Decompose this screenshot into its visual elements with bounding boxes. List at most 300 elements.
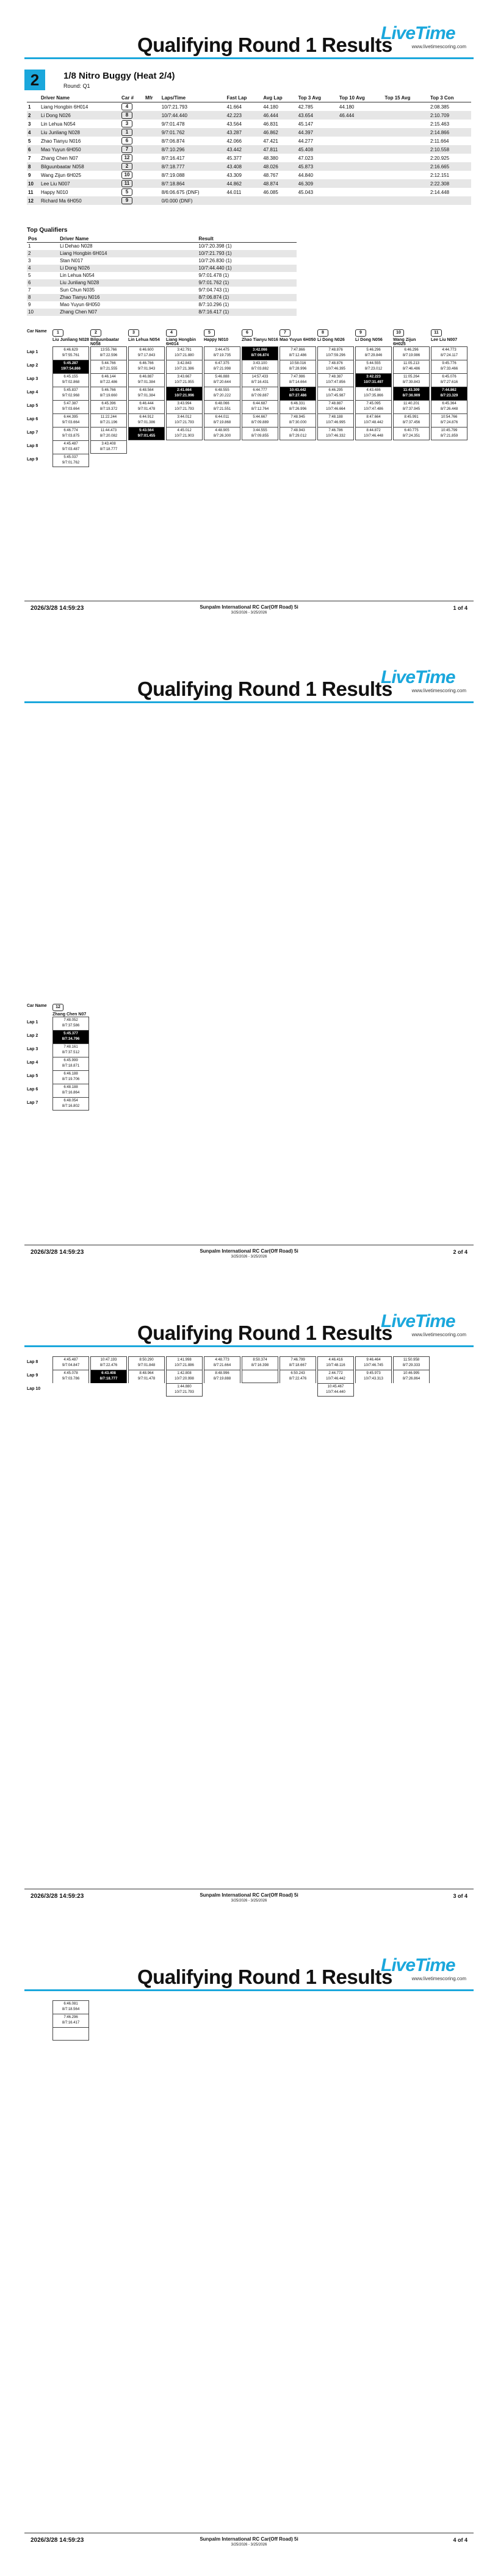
results-cell-avg: 46.831: [263, 121, 278, 127]
results-cell-laps: 0/0.000 (DNF): [161, 196, 226, 205]
lap-cell: [166, 1356, 203, 1370]
lap-time: 7:46.786: [328, 429, 343, 432]
table-row: [27, 179, 471, 188]
top-qualifiers-header-row: [27, 235, 297, 243]
lap-total: 10/7:46.745: [364, 1364, 383, 1367]
results-cell-laps: 8/7:18.864: [161, 179, 226, 188]
results-cell-t3c: 2:12.151: [430, 172, 450, 178]
table-row: [27, 102, 471, 112]
livetime-logo: [381, 23, 472, 54]
results-cell-name: Wang Zijun 6H025: [40, 172, 81, 178]
lap-cell-empty: [431, 440, 467, 454]
lap-cell: [52, 400, 89, 413]
table-row: [27, 279, 297, 287]
heat-number-badge: 2: [24, 70, 45, 90]
tq-cell-name: Li Dehao N028: [60, 243, 93, 249]
lap-cell-empty: [52, 1383, 89, 1397]
lap-total: 9/7:03.875: [62, 434, 80, 438]
logo-website: www.livetimescoring.com: [411, 1976, 466, 1981]
lap-total: 9/7:01.478: [137, 407, 156, 411]
results-cell-name: Bilguunbaatar N058: [40, 162, 120, 171]
lap-total: 10/7:46.442: [326, 1377, 345, 1381]
lap-time: 7:48.876: [328, 348, 343, 352]
lap-time: 6:44.777: [253, 388, 267, 392]
lap-total: 10/7:20.998: [175, 1377, 194, 1381]
lap-cell: [128, 1356, 165, 1370]
results-cell-t3: 45.043: [298, 189, 314, 195]
lap-time: 6:46.774: [63, 429, 78, 432]
lap-chart-corner: Car Name: [27, 329, 47, 334]
lap-time: 5:46.296: [366, 348, 381, 352]
lap-cell: [280, 346, 316, 360]
lap-row: [27, 346, 469, 360]
lap-total: 8/7:22.476: [289, 1377, 307, 1381]
lap-chart-col-header: [52, 329, 90, 346]
lap-cell: [355, 360, 392, 373]
car-number-badge: 8: [317, 329, 328, 337]
lap-total: 9/7:01.455: [137, 434, 156, 438]
lap-time: 7:47.986: [290, 375, 305, 379]
results-cell-laps: 9/7:01.478: [161, 121, 185, 127]
lap-total: 8/7:16.417: [62, 2021, 80, 2025]
page-4: [0, 1932, 498, 2576]
lap-time: 7:48.387: [328, 375, 343, 379]
driver-name: Liu Junliang N028: [52, 338, 89, 342]
results-cell-t10: 46.444: [338, 111, 384, 120]
driver-name: Li Dong N026: [317, 338, 345, 342]
tq-cell-name: Lin Lehua N054: [60, 273, 95, 278]
lap-cell: [204, 400, 240, 413]
tq-cell-result: 9/7:01.478 (1): [198, 273, 229, 278]
car-number-badge: 6: [242, 329, 253, 337]
logo-text: LiveTime: [381, 1311, 455, 1331]
footer-event: Sunpalm International RC Car(Off Road) 5i: [200, 2536, 298, 2542]
lap-total: 8/7:18.564: [62, 2008, 80, 2011]
car-number-badge: 9: [121, 197, 132, 204]
lap-cell-empty: [128, 1383, 165, 1397]
lap-cell: [280, 427, 316, 440]
results-cell-fast: 43.309: [226, 172, 242, 178]
results-cell-t3: 43.654: [297, 111, 338, 120]
lap-cell: [166, 360, 203, 373]
results-cell-name: Lee Liu N007: [40, 179, 120, 188]
results-col-header: Laps/Time: [161, 94, 226, 102]
lap-total: 8/7:28.996: [289, 367, 307, 371]
table-row: [27, 145, 471, 154]
lap-total: 10/7:21.793: [175, 1390, 194, 1394]
tq-cell-pos: 8: [27, 294, 59, 301]
lap-cell-empty: [280, 454, 316, 467]
lap-time: 5:43.564: [139, 429, 154, 432]
lap-row: [27, 2027, 90, 2041]
lap-time: 7:48.876: [328, 362, 343, 365]
lap-cell-empty: [280, 1383, 316, 1397]
lap-cell: [52, 1030, 89, 1043]
lap-cell: [166, 373, 203, 387]
lap-total: 8/7:29.012: [289, 434, 307, 438]
car-number-badge: 5: [121, 188, 132, 196]
tq-cell-result: 9/7:01.762 (1): [197, 279, 297, 287]
lap-cell: [242, 1356, 278, 1370]
lap-total: 8/7:09.889: [251, 421, 269, 424]
lap-time: 10:58.016: [289, 362, 306, 365]
lap-cell: [204, 1370, 240, 1383]
table-row: [27, 257, 297, 265]
lap-time: 8:47.664: [366, 415, 381, 419]
footer-dates: 3/25/2026 - 3/25/2026: [231, 1255, 267, 1259]
results-cell-t3: 45.147: [298, 121, 314, 127]
lap-cell: [317, 1383, 354, 1397]
tq-cell-result: 9/7:04.743 (1): [198, 287, 229, 293]
footer-printed: 2026/3/28 14:59:23: [31, 1893, 84, 1900]
lap-time: 6:44.912: [139, 415, 154, 419]
lap-cell: [166, 400, 203, 413]
lap-row: [27, 1383, 431, 1397]
lap-row: [27, 1043, 90, 1057]
lap-time: 10:46.995: [403, 1372, 420, 1375]
lap-label: Lap 7: [27, 431, 38, 435]
results-cell-mfr: [144, 188, 161, 196]
results-cell-name: Zhao Tianyu N016: [40, 138, 81, 144]
lap-cell: [166, 413, 203, 427]
lap-row: [27, 360, 469, 373]
results-cell-t3: 45.408: [297, 145, 338, 154]
tq-cell-result: 8/7:10.296 (1): [198, 302, 229, 307]
results-cell-fast: 42.223: [225, 111, 262, 120]
lap-chart-page-3: [27, 1356, 431, 1397]
lap-time: 4:45.078: [63, 1372, 78, 1375]
lap-label-blank: [27, 2027, 52, 2041]
results-cell-t10: [338, 154, 384, 162]
lap-time: 7:48.188: [328, 415, 343, 419]
lap-total: 8/7:09.855: [251, 434, 269, 438]
results-cell-t15: [383, 162, 429, 171]
lap-chart-col-header: [242, 329, 280, 346]
lap-total: 8/7:37.512: [62, 1051, 80, 1054]
tq-cell-pos: 6: [27, 279, 59, 287]
lap-time: 3:43.994: [177, 402, 192, 406]
lap-total: 10/7:21.793: [175, 407, 194, 411]
lap-cell: [52, 346, 89, 360]
lap-cell: [242, 360, 278, 373]
lap-label-blank: [27, 2000, 52, 2014]
results-cell-t10: [338, 162, 384, 171]
lap-total: 9/7:03.664: [62, 407, 80, 411]
results-col-header: Top 3 Avg: [297, 94, 338, 102]
lap-cell-empty: [393, 1383, 430, 1397]
results-cell-fast: 44.011: [226, 189, 242, 195]
lap-time: 4:43.486: [366, 388, 381, 392]
lap-time: 6:46.629: [63, 348, 78, 352]
lap-cell: [393, 427, 430, 440]
results-cell-fast: 45.377: [226, 155, 242, 161]
lap-label: Lap 4: [27, 1061, 38, 1065]
lap-cell: [317, 346, 354, 360]
results-cell-t10: [338, 171, 384, 179]
lap-time: 7:46.799: [290, 1358, 305, 1362]
lap-time: 11:05.213: [403, 362, 420, 365]
tq-cell-pos: 1: [28, 243, 31, 249]
lap-cell: [204, 413, 240, 427]
lap-cell: [128, 346, 165, 360]
lap-cell: [52, 360, 89, 373]
lap-time: 13:55.766: [100, 348, 117, 352]
car-number-badge: 1: [52, 329, 63, 337]
lap-time: 9:45.776: [442, 362, 457, 365]
results-cell-laps: 9/7:01.762: [161, 128, 226, 137]
lap-total: 8/7:21.196: [99, 421, 118, 424]
lap-cell: [52, 1097, 89, 1111]
lap-total: 8/7:12.764: [251, 407, 269, 411]
results-cell-fast: [225, 196, 262, 205]
lap-total: 10/7:46.332: [326, 434, 345, 438]
lap-time: 6:46.766: [139, 362, 154, 365]
lap-total: 10/7:21.903: [175, 434, 194, 438]
lap-total: 8/7:21.664: [213, 1364, 231, 1367]
lap-total: 8/7:16.431: [251, 381, 269, 384]
tq-cell-pos: 4: [27, 265, 59, 272]
lap-cell-empty: [128, 440, 165, 454]
results-cell-car: [120, 120, 144, 128]
tq-cell-result: 10/7:20.398 (1): [198, 243, 232, 249]
lap-total: 19/7:54.866: [60, 367, 81, 371]
logo-website: www.livetimescoring.com: [411, 688, 466, 693]
lap-chart-col-header: [317, 329, 355, 346]
livetime-logo: [381, 1311, 472, 1342]
lap-time: 3:44.555: [253, 429, 267, 432]
results-cell-laps: 10/7:44.440: [161, 111, 226, 120]
lap-label: Lap 8: [27, 444, 38, 448]
livetime-logo: [381, 667, 472, 698]
lap-total: 8/7:37.945: [402, 407, 420, 411]
lap-cell: [166, 387, 203, 400]
lap-total: 10/7:46.995: [326, 421, 345, 424]
lap-time: 5:44.766: [101, 362, 116, 365]
lap-row: [27, 1356, 431, 1370]
lap-time: 4:48.905: [215, 429, 229, 432]
lap-total: 8/7:21.555: [99, 367, 118, 371]
tq-cell-result: 10/7:44.440 (1): [197, 265, 297, 272]
results-cell-t3: 45.873: [297, 162, 338, 171]
lap-cell: [128, 387, 165, 400]
lap-cell: [52, 1057, 89, 1070]
tq-cell-name: Li Dong N026: [59, 265, 197, 272]
lap-total: 8/7:09.887: [251, 394, 269, 398]
tq-cell-name: Zhao Tianyu N016: [59, 294, 197, 301]
lap-total: 8/7:20.222: [213, 394, 231, 398]
lap-cell: [280, 413, 316, 427]
lap-row: [27, 1084, 90, 1097]
car-number-badge: 9: [355, 329, 366, 337]
lap-time: 10:54.766: [441, 415, 458, 419]
table-row: [27, 111, 471, 120]
lap-time: 6:45.076: [442, 375, 457, 379]
driver-name: Liang Hongbin 6H014: [166, 338, 196, 346]
lap-cell: [90, 346, 127, 360]
lap-time: 11:40.201: [403, 402, 420, 406]
lap-cell: [52, 440, 89, 454]
tq-cell-name: Mao Yuyun 6H050: [60, 302, 100, 307]
lap-total: 10/7:21.886: [175, 1364, 194, 1367]
car-number-badge: 4: [166, 329, 177, 337]
lap-cell: [280, 1356, 316, 1370]
results-cell-pos: 3: [28, 121, 31, 127]
lap-label: Lap 5: [27, 1074, 38, 1078]
results-cell-mfr: [144, 145, 161, 154]
results-cell-name: Liang Hongbin 6H014: [40, 104, 88, 110]
results-cell-car: [120, 137, 144, 145]
lap-chart-header: [27, 329, 469, 346]
lap-cell: [166, 346, 203, 360]
lap-chart-col-header: [166, 329, 204, 346]
driver-name: Lee Liu N007: [431, 338, 458, 342]
lap-total: 8/7:29.333: [402, 1364, 420, 1367]
lap-label: Lap 3: [27, 1047, 38, 1051]
lap-cell: [166, 427, 203, 440]
lap-cell: [431, 346, 467, 360]
lap-cell: [52, 1043, 89, 1057]
results-cell-car: [120, 102, 144, 112]
results-cell-t15: [383, 188, 429, 196]
top-qualifiers-table: [27, 235, 297, 316]
results-cell-mfr: [144, 111, 161, 120]
lap-cell: [52, 1084, 89, 1097]
lap-row: [27, 1057, 90, 1070]
results-cell-t10: [338, 137, 384, 145]
lap-cell: [204, 427, 240, 440]
lap-cell: [317, 1370, 354, 1383]
results-cell-t15: [383, 111, 429, 120]
lap-cell: [52, 1017, 89, 1030]
lap-time: 6:44.687: [253, 402, 267, 406]
results-cell-t15: [383, 120, 429, 128]
results-col-header: [27, 94, 40, 102]
lap-time: 9:46.464: [366, 1358, 381, 1362]
driver-name: Wang Zijun 6H025: [393, 338, 416, 346]
lap-label: Lap 9: [27, 1373, 38, 1378]
lap-time: 7:48.052: [63, 1018, 78, 1022]
lap-time: 5:44.555: [366, 362, 381, 365]
tq-cell-result: 10/7:21.793 (1): [197, 250, 297, 257]
results-cell-t15: [383, 171, 429, 179]
table-row: [27, 272, 297, 279]
lap-total: 8/7:26.996: [289, 407, 307, 411]
lap-time: 6:48.054: [63, 1099, 78, 1103]
tq-cell-pos: 7: [28, 287, 31, 293]
results-cell-mfr: [144, 137, 161, 145]
results-cell-fast: 43.564: [226, 121, 242, 127]
lap-cell: [355, 346, 392, 360]
lap-cell: [393, 387, 430, 400]
lap-time: 6:46.188: [63, 1072, 78, 1076]
lap-row: [27, 2000, 90, 2014]
results-cell-name: Mao Yuyun 6H050: [40, 145, 120, 154]
logo-website: www.livetimescoring.com: [411, 1332, 466, 1337]
lap-chart-col-header: [355, 329, 393, 346]
results-cell-avg: 47.811: [262, 145, 297, 154]
lap-total: 8/7:29.846: [364, 354, 383, 357]
lap-cell: [280, 373, 316, 387]
lap-label: Lap 1: [27, 1020, 38, 1025]
lap-label: Lap 4: [27, 390, 38, 395]
results-cell-t3: 47.023: [298, 155, 314, 161]
results-cell-t3c: 2:10.709: [429, 111, 471, 120]
results-cell-pos: 6: [27, 145, 40, 154]
lap-label: Lap 9: [27, 457, 38, 462]
lap-cell: [52, 454, 89, 467]
table-row: [27, 154, 471, 162]
lap-time: 10:45.467: [327, 1385, 344, 1389]
lap-row: [27, 427, 469, 440]
results-cell-t3: 46.309: [297, 179, 338, 188]
footer-printed: 2026/3/28 14:59:23: [31, 605, 84, 612]
lap-cell: [317, 427, 354, 440]
results-cell-pos: 8: [27, 162, 40, 171]
lap-cell: [355, 400, 392, 413]
footer-printed: 2026/3/28 14:59:23: [31, 2537, 84, 2544]
car-number-badge: 12: [121, 154, 132, 162]
table-row: [27, 294, 297, 301]
lap-cell: [280, 400, 316, 413]
lap-time: 7:45.095: [366, 402, 381, 406]
lap-time: 6:46.600: [139, 348, 154, 352]
lap-cell-empty: [128, 454, 165, 467]
lap-time: 11:43.309: [403, 388, 420, 392]
lap-time: 4:46.416: [328, 1358, 343, 1362]
lap-total: 8/7:22.486: [99, 381, 118, 384]
lap-total: 8/7:22.476: [99, 1364, 118, 1367]
lap-total: 8/7:19.868: [213, 421, 231, 424]
results-cell-t3c: 2:22.308: [429, 179, 471, 188]
lap-total: 9/7:01.384: [137, 381, 156, 384]
lap-time: 2:41.664: [177, 388, 192, 392]
table-row: [27, 120, 471, 128]
lap-time: 3:42.791: [177, 348, 192, 352]
lap-cell-empty: [166, 454, 203, 467]
results-col-header: Fast Lap: [225, 94, 262, 102]
lap-total: 8/7:20.644: [213, 381, 231, 384]
lap-total: 10/7:31.497: [363, 381, 384, 384]
lap-time: 5:45.037: [63, 456, 78, 459]
lap-total: 10/7:48.442: [364, 421, 383, 424]
lap-time: 1:41.998: [177, 1358, 192, 1362]
lap-label: Lap 2: [27, 1034, 38, 1038]
lap-time: 10:47.193: [100, 1358, 117, 1362]
tq-cell-pos: 3: [28, 258, 31, 263]
lap-total: 10/7:21.955: [175, 381, 194, 384]
lap-time: 6:46.295: [328, 388, 343, 392]
lap-total: 10/7:47.486: [364, 407, 383, 411]
results-cell-t3c: 2:10.558: [429, 145, 471, 154]
tq-cell-pos: 5: [28, 273, 31, 278]
livetime-logo: [381, 1955, 472, 1986]
results-cell-t15: [383, 137, 429, 145]
results-cell-pos: 9: [28, 172, 31, 178]
lap-time: 5:47.387: [63, 402, 78, 406]
driver-name: Zhang Chen N07: [52, 1012, 87, 1017]
results-cell-car: [120, 171, 144, 179]
results-cell-t3: 42.785: [298, 104, 314, 110]
results-cell-car: [120, 188, 144, 196]
car-number-badge: 7: [121, 146, 132, 153]
lap-total: 8/7:18.777: [99, 1377, 118, 1381]
results-cell-mfr: [144, 128, 161, 137]
results-cell-mfr: [144, 162, 161, 171]
footer-page-number: 4 of 4: [453, 2537, 467, 2543]
lap-total: 8/7:39.843: [402, 381, 420, 384]
lap-cell-empty: [393, 440, 430, 454]
logo-website: www.livetimescoring.com: [411, 44, 466, 49]
